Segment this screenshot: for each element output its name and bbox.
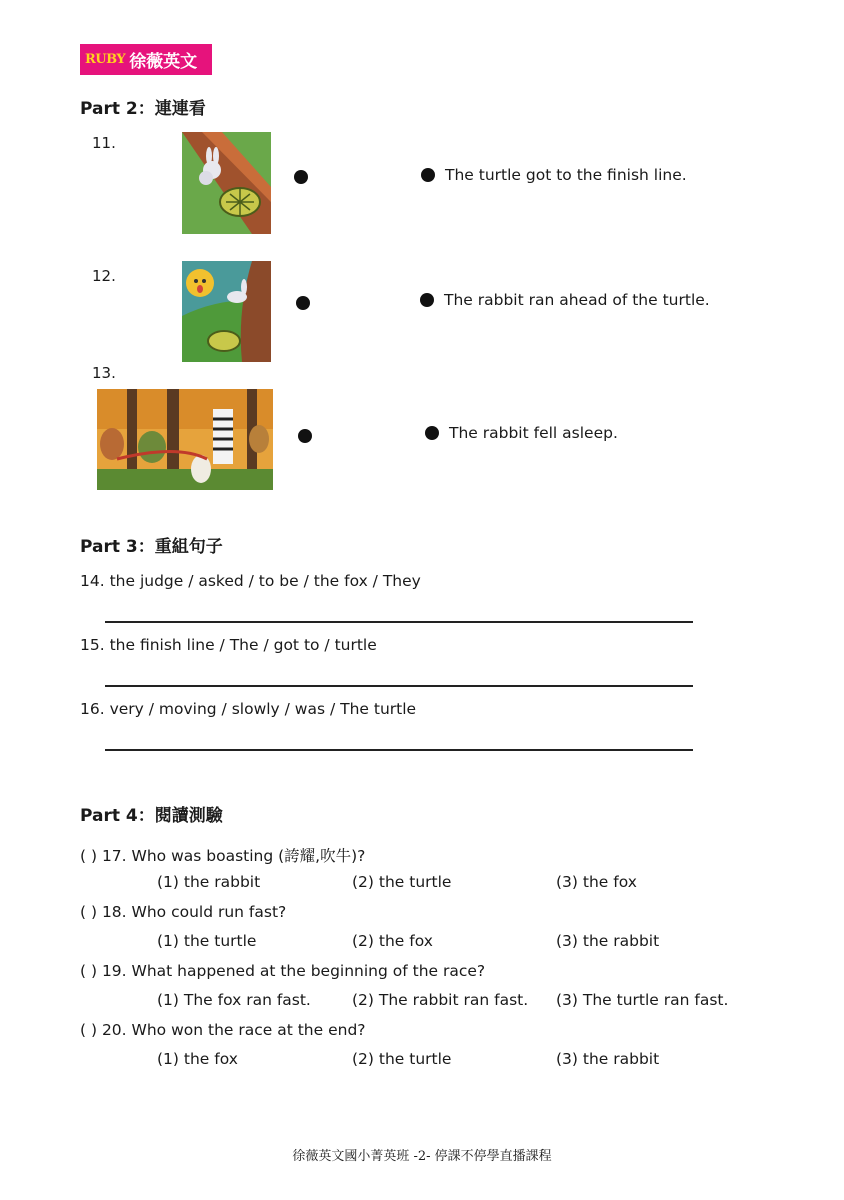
match-sentence-3-text: The rabbit fell asleep. — [449, 424, 618, 442]
answer-line-16[interactable] — [105, 749, 693, 751]
question-20-option-2[interactable]: (2) the turtle — [352, 1050, 452, 1068]
connect-dot-left-12[interactable] — [296, 296, 310, 310]
match-sentence-1 — [421, 166, 687, 184]
part3-heading: Part 3：重組句子 — [80, 537, 223, 557]
connect-dot-right-3[interactable] — [425, 426, 439, 440]
question-17-option-2[interactable]: (2) the turtle — [352, 873, 452, 891]
connect-dot-right-1[interactable] — [421, 168, 435, 182]
item-11-number: 11. — [92, 134, 116, 152]
match-sentence-2 — [420, 291, 710, 309]
reorder-item-16: 16. very / moving / slowly / was / The turtle — [80, 700, 417, 718]
page-footer: 徐薇英文國小菁英班 -2- 停課不停學直播課程 — [292, 1149, 552, 1164]
question-17: ( ) 17. Who was boasting (誇耀,吹牛)? — [80, 847, 366, 865]
illustration-animals-race — [97, 389, 273, 490]
illustration-turtle-finish — [182, 132, 271, 234]
reorder-item-14: 14. the judge / asked / to be / the fox / They — [80, 572, 421, 590]
part2-heading: Part 2：連連看 — [80, 99, 206, 119]
question-18: ( ) 18. Who could run fast? — [80, 903, 287, 921]
brand-logo — [80, 44, 212, 75]
logo-brand: RUBY — [85, 52, 126, 67]
question-20-option-3[interactable]: (3) the rabbit — [556, 1050, 660, 1068]
question-20: ( ) 20. Who won the race at the end? — [80, 1021, 366, 1039]
question-20-option-1[interactable]: (1) the fox — [157, 1050, 238, 1068]
match-sentence-2-text: The rabbit ran ahead of the turtle. — [444, 291, 710, 309]
connect-dot-left-11[interactable] — [294, 170, 308, 184]
match-sentence-1-text: The turtle got to the finish line. — [445, 166, 687, 184]
illustration-rabbit-ahead — [182, 261, 271, 362]
item-12-number: 12. — [92, 267, 116, 285]
question-19-option-3[interactable]: (3) The turtle ran fast. — [556, 991, 729, 1009]
question-19-option-1[interactable]: (1) The fox ran fast. — [157, 991, 311, 1009]
answer-line-14[interactable] — [105, 621, 693, 623]
item-13-number: 13. — [92, 364, 116, 382]
question-17-option-3[interactable]: (3) the fox — [556, 873, 637, 891]
connect-dot-left-13[interactable] — [298, 429, 312, 443]
connect-dot-right-2[interactable] — [420, 293, 434, 307]
logo-name: 徐薇英文 — [129, 52, 198, 72]
reorder-item-15: 15. the finish line / The / got to / turtle — [80, 636, 377, 654]
question-19-option-2[interactable]: (2) The rabbit ran fast. — [352, 991, 529, 1009]
question-18-option-2[interactable]: (2) the fox — [352, 932, 433, 950]
question-17-option-1[interactable]: (1) the rabbit — [157, 873, 261, 891]
part4-heading: Part 4：閱讀測驗 — [80, 806, 223, 826]
question-18-option-3[interactable]: (3) the rabbit — [556, 932, 660, 950]
match-sentence-3 — [425, 424, 618, 442]
question-18-option-1[interactable]: (1) the turtle — [157, 932, 257, 950]
question-19: ( ) 19. What happened at the beginning of the race? — [80, 962, 486, 980]
answer-line-15[interactable] — [105, 685, 693, 687]
